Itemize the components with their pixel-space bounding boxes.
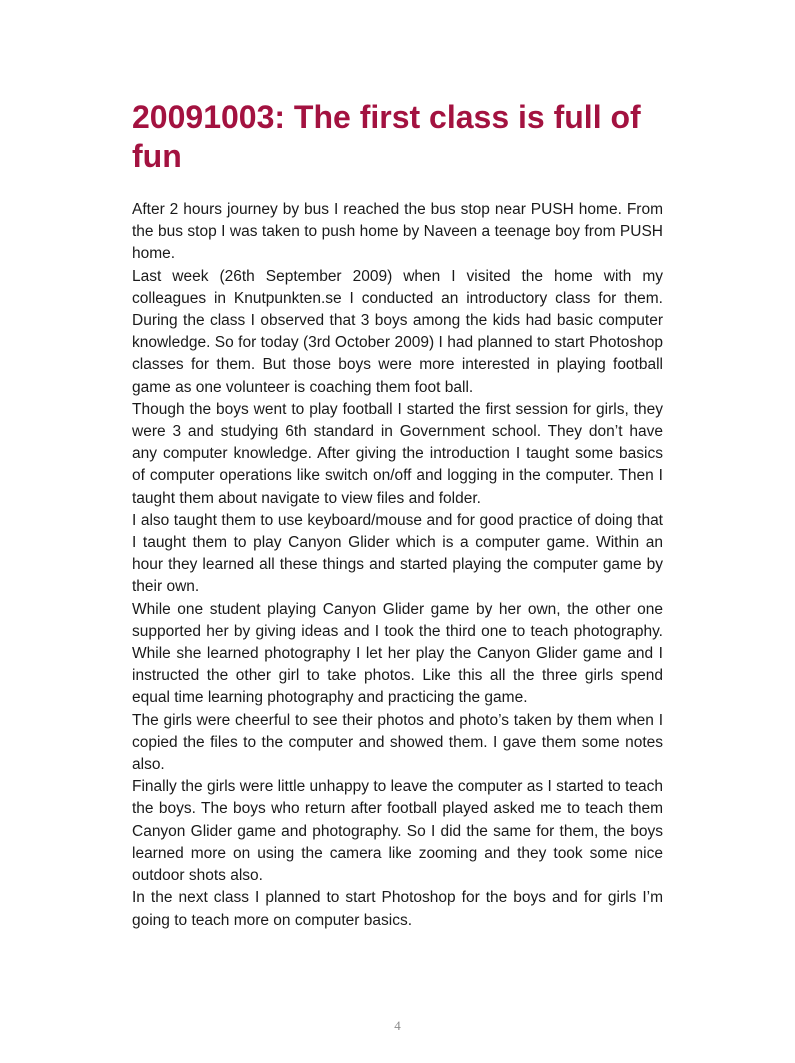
article-body <box>132 199 663 932</box>
paragraph-boys-session: Finally the girls were little unhappy to leave the computer as I started to teach the boys. The boys who return after football played asked me to teach them Canyon Glider game and photography. So I did the same for them, the boys learned more on using the camera like zooming and they took some nice outdoor shots also. <box>132 778 663 885</box>
paragraph-next-class: In the next class I planned to start Photoshop for the boys and for girls I’m going to teach more on computer basics. <box>132 889 663 929</box>
paragraph-girls-session: Though the boys went to play football I started the first session for girls, they were 3 and studying 6th standard in Government school. They don’t have any computer knowledge. After giving the introduction I taught some basics of computer operations like switch on/off and logging in the computer. Then I taught them about navigate to view files and folder. <box>132 400 663 507</box>
page-number: 4 <box>394 1018 401 1033</box>
paragraph-photography: While one student playing Canyon Glider game by her own, the other one supported her by giving ideas and I took the third one to teach photography. While she learned photography I let her play the Canyon Glider game and I instructed the other girl to take photos. Like this all the three girls spend equal time learning photography and practicing the game. <box>132 600 663 707</box>
paragraph-keyboard-mouse: I also taught them to use keyboard/mouse and for good practice of doing that I taught them to play Canyon Glider which is a computer game. Within an hour they learned all these things and started playing the computer game by their own. <box>132 511 663 596</box>
page-title: 20091003: The first class is full of fun <box>132 99 641 174</box>
paragraph-journey: After 2 hours journey by bus I reached the bus stop near PUSH home. From the bus stop I was taken to push home by Naveen a teenage boy from PUSH home. <box>132 201 663 263</box>
paragraph-last-week: Last week (26th September 2009) when I visited the home with my colleagues in Knutpunkten.se I conducted an introductory class for them. During the class I observed that 3 boys among the kids had basic computer knowledge. So for today (3rd October 2009) I had planned to start Photoshop classes for them. But those boys were more interested in playing football game as one volunteer is coaching them foot ball. <box>132 267 663 396</box>
paragraph-cheerful: The girls were cheerful to see their photos and photo’s taken by them when I copied the files to the computer and showed them. I gave them some notes also. <box>132 711 663 774</box>
